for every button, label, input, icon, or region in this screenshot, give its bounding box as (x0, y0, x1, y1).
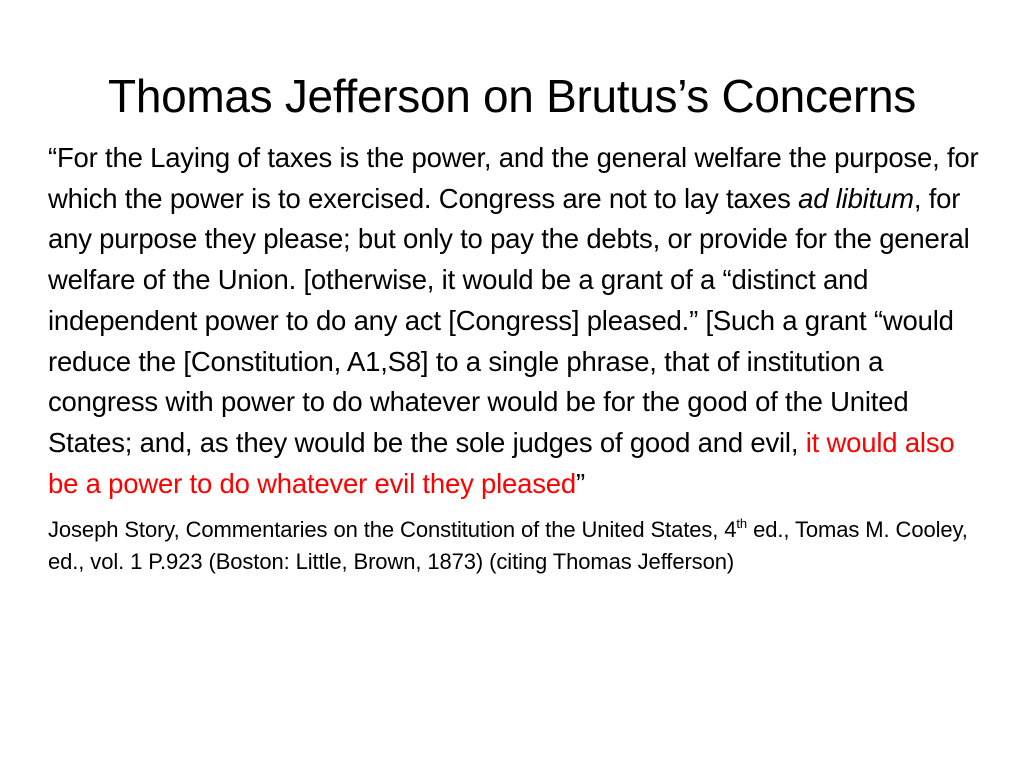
slide-title: Thomas Jefferson on Brutus’s Concerns (108, 70, 916, 122)
quote-text-start: “For the Laying of taxes is the power, and the general welfare the purpose, for which the power is to exercised. Congress are not to lay taxes (48, 142, 979, 214)
citation-text-start: Joseph Story, Commentaries on the Constitution of the United States, 4 (48, 517, 737, 543)
quote-highlight: it would also be a power to do whatever evil they pleased (48, 426, 955, 499)
quote-text-middle: , for any purpose they please; but only to pay the debts, or provide for the general welfare of the Union. [otherwise, it would be a grant of a “distinct and independent power to do any act [Congress] pleased.” [Such a grant “would reduce the [Constitution, A1,S8] to a single phrase, that of institution a congress with power to do whatever would be for the good of the United States; and, as they would be the sole judges of good and evil, (48, 182, 970, 458)
jefferson-quote (48, 138, 983, 504)
citation-superscript: th (736, 516, 748, 532)
slide-body (48, 138, 983, 577)
citation-text-end: ed., Tomas M. Cooley, ed., vol. 1 P.923 (Boston: Little, Brown, 1873) (citing Thomas Jefferson) (48, 517, 968, 574)
citation (48, 514, 983, 577)
quote-close-mark: ” (576, 467, 585, 499)
quote-italic-term: ad libitum (798, 182, 914, 214)
